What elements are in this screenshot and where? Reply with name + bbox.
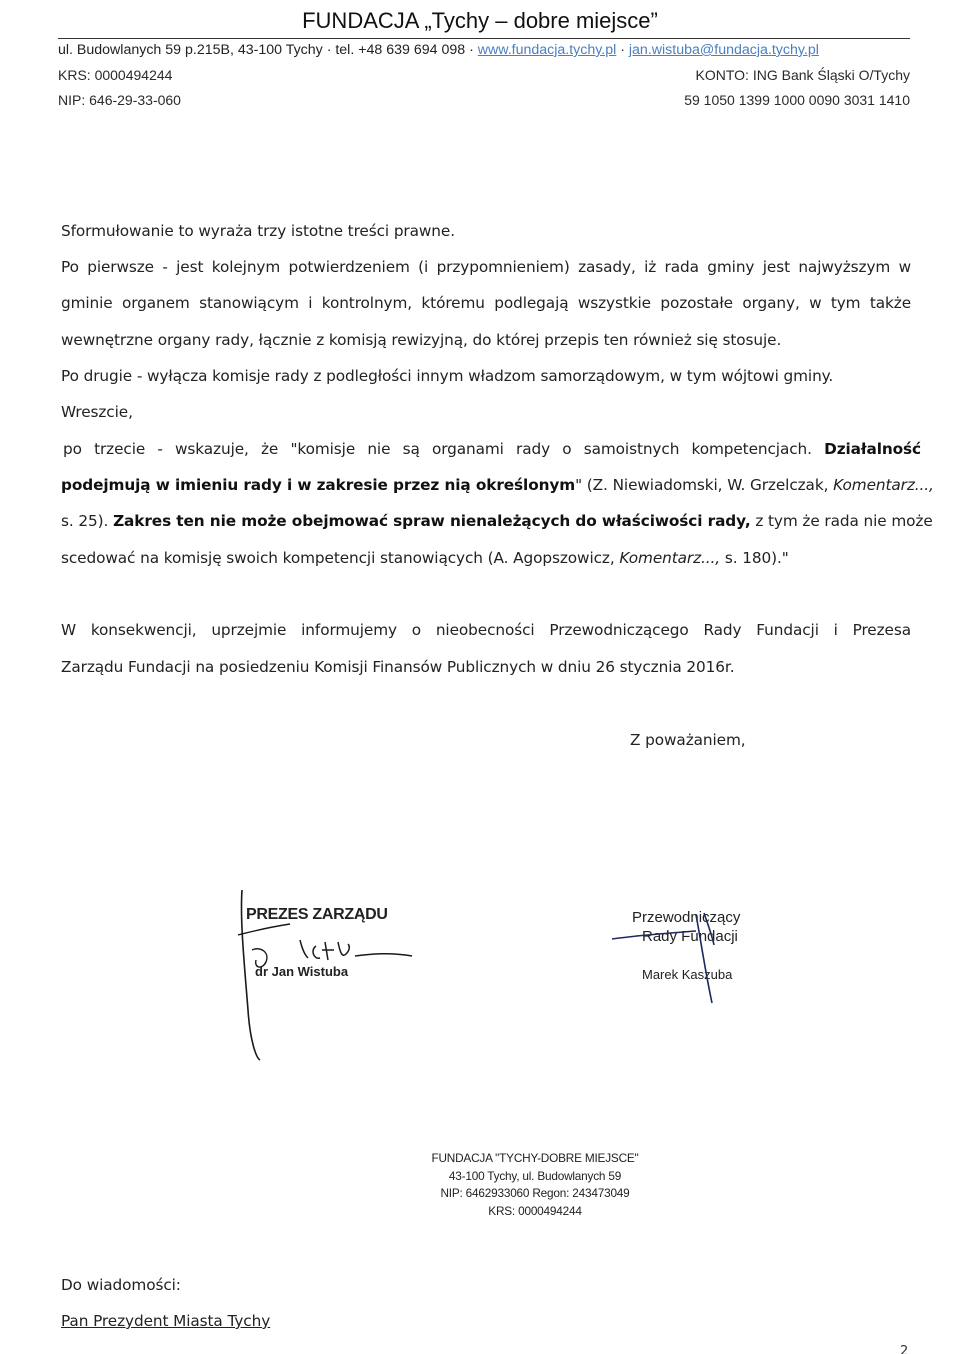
president-name: dr Jan Wistuba xyxy=(255,964,349,979)
body-line-5: Po drugie - wyłącza komisje rady z podległości innym władzom samorządowym, w tym wójtowi gminy. xyxy=(61,367,834,385)
body-line-2: Po pierwsze - jest kolejnym potwierdzeniem (i przypomnieniem) zasady, iż rada gminy jest najwyższym w xyxy=(61,258,911,276)
closing-salutation: Z poważaniem, xyxy=(630,731,746,749)
quote-text: scedować na komisję swoich kompetencji stanowiących (A. Agopszowicz, xyxy=(61,549,615,567)
bank-account-number: 59 1050 1399 1000 0090 3031 1410 xyxy=(684,92,910,108)
foundation-stamp xyxy=(405,1150,665,1220)
president-title: PREZES ZARZĄDU xyxy=(246,906,388,923)
address-phone: ul. Budowlanych 59 p.215B, 43-100 Tychy · tel. +48 639 694 098 · xyxy=(58,42,478,58)
body-line-3: gminie organem stanowiącym i kontrolnym, któremu podlegają wszystkie pozostałe organy, w tym także xyxy=(61,294,911,312)
quote-bold-text: Działalność xyxy=(824,440,922,458)
page-number: 2 xyxy=(900,1344,909,1354)
quote-text: z tym że rada nie może xyxy=(755,512,933,530)
body-line-11: W konsekwencji, uprzejmie informujemy o nieobecności Przewodniczącego Rady Fundacji i Prezesa xyxy=(61,621,911,639)
body-line-9 xyxy=(61,512,933,530)
cc-recipient: Pan Prezydent Miasta Tychy xyxy=(61,1312,271,1330)
citation-page: s. 25). xyxy=(61,512,109,530)
quote-text: po trzecie - wskazuje, że "komisje nie są organami rady o samoistnych kompetencjach. xyxy=(63,440,812,458)
citation-page: s. 180)." xyxy=(724,549,789,567)
signature-block-president xyxy=(230,880,430,1070)
body-line-10 xyxy=(61,549,921,567)
email-link[interactable]: jan.wistuba@fundacja.tychy.pl xyxy=(628,42,819,58)
citation-title: Komentarz..., xyxy=(619,549,721,567)
body-line-8 xyxy=(61,476,934,494)
stamp-name: FUNDACJA "TYCHY-DOBRE MIEJSCE" xyxy=(431,1151,639,1165)
bank-account-label: KONTO: ING Bank Śląski O/Tychy xyxy=(695,67,910,83)
handwritten-signature xyxy=(230,880,430,1070)
chairman-name: Marek Kaszuba xyxy=(642,967,733,982)
chairman-title-line-2: Rady Fundacji xyxy=(642,928,738,945)
chairman-title-line-1: Przewodniczący xyxy=(632,909,741,926)
stamp-tax-ids: NIP: 6462933060 Regon: 243473049 xyxy=(440,1186,630,1200)
stamp-krs: KRS: 0000494244 xyxy=(488,1203,582,1218)
body-line-12: Zarządu Fundacji na posiedzeniu Komisji Finansów Publicznych w dniu 26 stycznia 2016r. xyxy=(61,658,735,676)
quote-bold-text: Zakres ten nie może obejmować spraw nienależących do właściwości rady, xyxy=(113,512,751,530)
citation-text: " (Z. Niewiadomski, W. Grzelczak, xyxy=(575,476,829,494)
krs-number: KRS: 0000494244 xyxy=(58,67,173,83)
contact-separator: · xyxy=(616,42,629,58)
body-line-7 xyxy=(63,440,921,458)
website-link[interactable]: www.fundacja.tychy.pl xyxy=(477,42,617,58)
stamp-address: 43-100 Tychy, ul. Budowlanych 59 xyxy=(448,1168,622,1183)
organization-name: FUNDACJA „Tychy – dobre miejsce” xyxy=(302,8,658,33)
contact-line xyxy=(58,42,918,58)
cc-label: Do wiadomości: xyxy=(61,1276,181,1294)
quote-bold-text: podejmują w imieniu rady i w zakresie przez nią określonym xyxy=(61,476,576,494)
body-line-6: Wreszcie, xyxy=(61,403,133,421)
body-line-4: wewnętrzne organy rady, łącznie z komisją rewizyjną, do której przepis ten również się stosuje. xyxy=(61,331,782,349)
body-line-1: Sformułowanie to wyraża trzy istotne treści prawne. xyxy=(61,222,455,240)
chairman-handwritten-signature xyxy=(600,895,800,1015)
citation-title: Komentarz..., xyxy=(833,476,934,494)
header-divider xyxy=(58,38,910,39)
signature-block-chairman xyxy=(600,895,800,1015)
nip-number: NIP: 646-29-33-060 xyxy=(58,92,181,108)
